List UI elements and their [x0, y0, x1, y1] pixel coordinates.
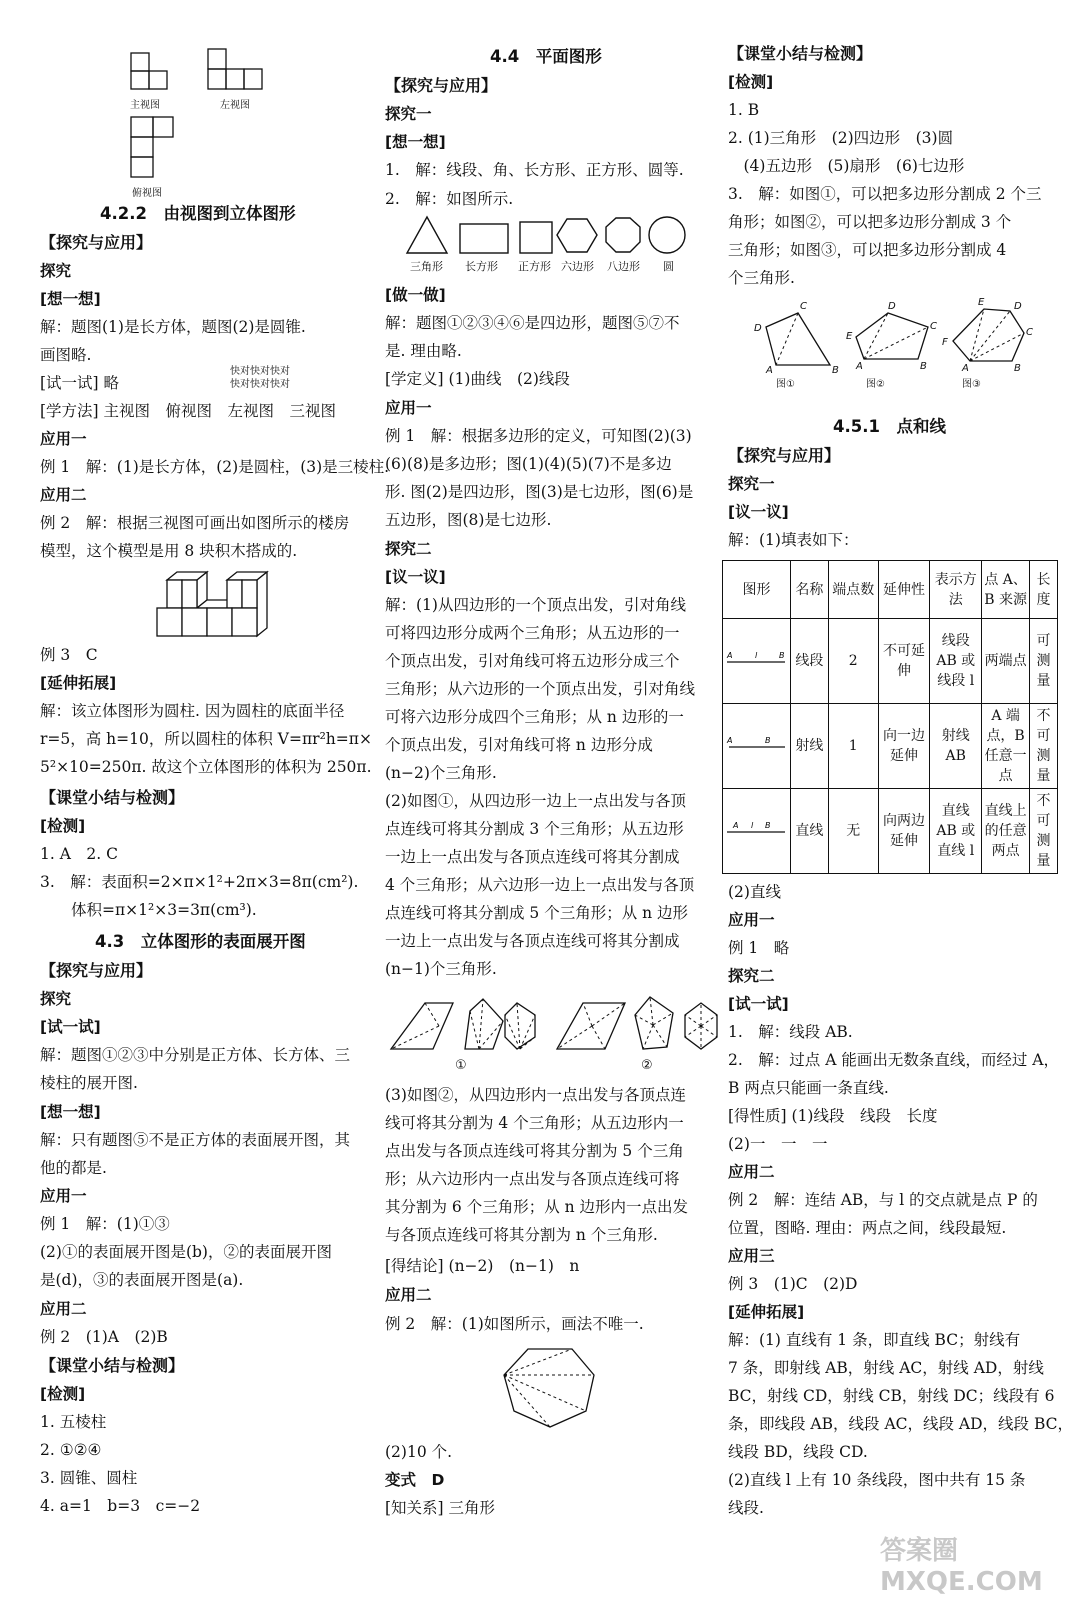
text-line: (n−1)个三角形.: [385, 960, 497, 978]
plane-shapes-figure: [405, 215, 695, 260]
text-line: 探究一: [385, 105, 432, 123]
text-line: [想一想]: [40, 1103, 101, 1121]
svg-text:A: A: [856, 361, 863, 372]
text-line: 个顶点出发，引对角线可将五边形分成三个: [385, 652, 680, 670]
text-line: [检测]: [40, 817, 86, 835]
section-title-4-5-1: 4.5.1 点和线: [833, 417, 946, 436]
table-header: 端点数: [828, 561, 878, 619]
text-line: 三角形；从六边形的一个顶点出发，引对角线: [385, 680, 696, 698]
text-line: 应用一: [728, 911, 775, 929]
svg-text:B: B: [920, 361, 927, 372]
table-cell: 不可测量: [1030, 704, 1058, 789]
text-line: [延伸拓展]: [40, 674, 117, 692]
table-cell: 射线: [790, 704, 828, 789]
table-header: 图形: [723, 561, 791, 619]
svg-text:A: A: [962, 363, 969, 374]
shape-label: 三角形: [410, 260, 443, 273]
text-line: 【探究与应用】: [40, 233, 153, 252]
table-header: 名称: [790, 561, 828, 619]
text-line: 例 3 (1)C (2)D: [728, 1275, 858, 1293]
table-header: 表示方法: [930, 561, 982, 619]
fig-caption: 图③: [962, 379, 981, 390]
table-cell: 直线上的任意两点: [982, 789, 1030, 874]
text-line: (n−2)个三角形.: [385, 764, 497, 782]
shape-label: 六边形: [561, 260, 594, 273]
svg-text:A: A: [727, 736, 733, 745]
table-row: [723, 619, 1058, 704]
line-comparison-table: [722, 560, 1058, 874]
text-line: 解：该立体图形为圆柱. 因为圆柱的底面半径: [40, 702, 345, 720]
text-line: 应用一: [40, 430, 87, 448]
table-cell: 2: [828, 619, 878, 704]
svg-text:A: A: [733, 821, 739, 830]
table-row: [723, 704, 1058, 789]
svg-text:l: l: [751, 821, 754, 830]
text-line: 变式 D: [385, 1471, 445, 1489]
table-cell: 线段 AB 或线段 l: [930, 619, 982, 704]
section-title-4-4: 4.4 平面图形: [490, 47, 602, 66]
shape-label: 长方形: [465, 260, 498, 273]
fig-caption: 图①: [776, 379, 795, 390]
text-line: (2)如图①，从四边形一边上一点出发与各顶: [385, 792, 686, 810]
svg-text:C: C: [800, 301, 807, 312]
text-line: 【探究与应用】: [40, 961, 153, 980]
text-line: 例 1 解：根据多边形的定义，可知图(2)(3): [385, 427, 692, 445]
text-line: (2)直线 l 上有 10 条线段，图中共有 15 条: [728, 1471, 1026, 1489]
text-line: (2)一 一 一: [728, 1135, 828, 1153]
text-line: 【课堂小结与检测】: [40, 1356, 185, 1375]
text-line: B 两点只能画一条直线.: [728, 1079, 889, 1097]
line-diagram: [725, 818, 787, 838]
text-line: (2)①的表面展开图是(b)，②的表面展开图: [40, 1243, 332, 1261]
text-line: [试一试] 略: [40, 374, 120, 392]
table-cell: 线段: [790, 619, 828, 704]
text-line: 【课堂小结与检测】: [728, 44, 873, 63]
text-line: 是. 理由略.: [385, 342, 462, 360]
table-cell: 直线: [790, 789, 828, 874]
svg-text:C: C: [930, 321, 937, 332]
text-line: 应用二: [728, 1163, 775, 1181]
text-line: [检测]: [728, 73, 774, 91]
text-line: 例 1 解：(1)是长方体，(2)是圆柱，(3)是三棱柱.: [40, 458, 390, 476]
text-line: 五边形，图(8)是七边形.: [385, 511, 552, 529]
text-line: 解：只有题图⑤不是正方体的表面展开图，其: [40, 1131, 351, 1149]
table-cell: 不可测量: [1030, 789, 1058, 874]
text-line: 点连线可将其分割成 5 个三角形；从 n 边形: [385, 904, 689, 922]
watermark: 答案圈 MXQE.COM: [880, 1536, 1043, 1597]
table-cell: 向两边延伸: [878, 789, 930, 874]
ray-diagram: [725, 733, 787, 753]
section-title-4-2-2: 4.2.2 由视图到立体图形: [100, 204, 296, 223]
fig-mark: ②: [641, 1058, 653, 1073]
text-line: 解：(1)从四边形的一个顶点出发，引对角线: [385, 596, 686, 614]
text-line: 棱柱的展开图.: [40, 1074, 138, 1092]
text-line: 三角形；如图③，可以把多边形分割成 4: [728, 241, 1007, 259]
text-line: 应用二: [40, 486, 87, 504]
text-line: 例 2 解：(1)如图所示，画法不唯一.: [385, 1315, 644, 1333]
text-line: 个三角形.: [728, 269, 795, 287]
text-line: [延伸拓展]: [728, 1303, 805, 1321]
svg-text:B: B: [765, 821, 771, 830]
text-line: (3)如图②，从四边形内一点出发与各顶点连: [385, 1086, 686, 1104]
text-line: 应用三: [728, 1247, 775, 1265]
text-line: [议一议]: [728, 503, 789, 521]
text-line: 例 2 解：根据三视图可画出如图所示的楼房: [40, 514, 350, 532]
shape-label: 圆: [663, 260, 674, 273]
svg-text:A: A: [727, 651, 733, 660]
text-line: (4)五边形 (5)扇形 (6)七边形: [728, 157, 965, 175]
svg-text:E: E: [978, 297, 985, 308]
text-line: [试一试]: [40, 1018, 101, 1036]
text-line: 例 2 解：连结 AB，与 l 的交点就是点 P 的: [728, 1191, 1038, 1209]
text-line: 画图略.: [40, 346, 92, 364]
text-line: 其分割为 6 个三角形；从 n 边形内一点出发: [385, 1198, 689, 1216]
text-line: 一边上一点出发与各顶点连线可将其分割成: [385, 932, 680, 950]
text-line: 应用二: [385, 1286, 432, 1304]
text-line: 模型，这个模型是用 8 块积木搭成的.: [40, 542, 298, 560]
text-line: 探究: [40, 262, 72, 280]
text-line: 位置，图略. 理由：两点之间，线段最短.: [728, 1219, 1007, 1237]
block-building-figure: [155, 570, 285, 645]
heptagon-figure: [500, 1345, 600, 1430]
table-header: 长度: [1030, 561, 1058, 619]
table-cell: 射线 AB: [930, 704, 982, 789]
fig-mark: ①: [455, 1058, 467, 1073]
text-line: [议一议]: [385, 568, 446, 586]
text-line: [学定义] (1)曲线 (2)线段: [385, 370, 570, 388]
text-line: 2. 解：如图所示.: [385, 190, 514, 208]
text-line: 角形；如图②，可以把多边形分割成 3 个: [728, 213, 1012, 231]
text-line: 应用一: [385, 399, 432, 417]
ray-figure-cell: [723, 704, 791, 789]
text-line: 解：(1)填表如下：: [728, 531, 859, 549]
text-line: 1. A 2. C: [40, 845, 118, 863]
text-line: 与各顶点连线可将其分割为 n 个三角形.: [385, 1226, 658, 1244]
text-line: 可将四边形分成两个三角形；从五边形的一: [385, 624, 680, 642]
table-cell: 1: [828, 704, 878, 789]
text-line: 条，即线段 AB，线段 AC，线段 AD，线段 BC，: [728, 1415, 1074, 1433]
text-line: 一边上一点出发与各顶点连线可将其分割成: [385, 848, 680, 866]
svg-text:l: l: [755, 651, 758, 660]
text-line: 探究: [40, 990, 72, 1008]
polygon-division-figure: [385, 993, 720, 1058]
text-line: [得性质] (1)线段 线段 长度: [728, 1107, 938, 1125]
svg-text:D: D: [888, 301, 896, 312]
text-line: 探究二: [385, 540, 432, 558]
text-line: [知关系] 三角形: [385, 1499, 496, 1517]
text-line: 4 个三角形；从六边形一边上一点出发与各顶: [385, 876, 695, 894]
text-line: 点出发与各顶点连线可将其分割为 5 个三角: [385, 1142, 684, 1160]
svg-text:B: B: [779, 651, 785, 660]
text-line: [试一试]: [728, 995, 789, 1013]
fig-label-left: 左视图: [220, 100, 250, 111]
text-line: 5²×10=250π. 故这个立体图形的体积为 250π.: [40, 758, 372, 776]
table-cell: 无: [828, 789, 878, 874]
table-cell: 向一边延伸: [878, 704, 930, 789]
text-line: 解：题图①②③④⑥是四边形，题图⑤⑦不: [385, 314, 680, 332]
table-header: 延伸性: [878, 561, 930, 619]
text-line: 1. 解：线段 AB.: [728, 1023, 853, 1041]
text-line: 解：题图①②③中分别是正方体、长方体、三: [40, 1046, 351, 1064]
table-cell: 两端点: [982, 619, 1030, 704]
svg-text:F: F: [942, 337, 948, 348]
text-line: [学方法] 主视图 俯视图 左视图 三视图: [40, 402, 337, 420]
fig-label-top: 俯视图: [132, 188, 162, 199]
table-header: 点 A、B 来源: [982, 561, 1030, 619]
text-line: 例 1 解：(1)①③: [40, 1215, 170, 1233]
text-line: (2)直线: [728, 883, 781, 901]
text-line: 点连线可将其分割成 3 个三角形；从五边形: [385, 820, 684, 838]
text-line: [得结论] (n−2) (n−1) n: [385, 1257, 580, 1275]
small-note: 快对快对快对: [230, 366, 290, 377]
text-line: 例 2 (1)A (2)B: [40, 1328, 168, 1346]
text-line: 解：(1) 直线有 1 条，即直线 BC；射线有: [728, 1331, 1021, 1349]
text-line: 2. 解：过点 A 能画出无数条直线，而经过 A，: [728, 1051, 1059, 1069]
line-figure-cell: [723, 789, 791, 874]
text-line: 形. 图(2)是四边形，图(3)是七边形，图(6)是: [385, 483, 694, 501]
three-view-figure: [130, 45, 290, 195]
text-line: 3. 圆锥、圆柱: [40, 1469, 138, 1487]
svg-text:B: B: [765, 736, 771, 745]
text-line: 可将六边形分成四个三角形；从 n 边形的一: [385, 708, 684, 726]
svg-text:E: E: [846, 331, 853, 342]
svg-text:B: B: [832, 365, 839, 376]
segment-figure-cell: [723, 619, 791, 704]
table-cell: A 端点，B 任意一点: [982, 704, 1030, 789]
table-cell: 可测量: [1030, 619, 1058, 704]
text-line: [做一做]: [385, 286, 446, 304]
text-line: (6)(8)是多边形；图(1)(4)(5)(7)不是多边: [385, 455, 672, 473]
text-line: r=5，高 h=10，所以圆柱的体积 V=πr²h=π×: [40, 730, 372, 748]
text-line: 7 条，即射线 AB，射线 AC，射线 AD，射线: [728, 1359, 1044, 1377]
text-line: 线可将其分割为 4 个三角形；从五边形内一: [385, 1114, 684, 1132]
text-line: 探究一: [728, 475, 775, 493]
text-line: BC，射线 CD，射线 CB，射线 DC；线段有 6: [728, 1387, 1055, 1405]
text-line: 解：题图(1)是长方体，题图(2)是圆锥.: [40, 318, 306, 336]
table-header-row: [723, 561, 1058, 619]
text-line: [想一想]: [385, 133, 446, 151]
text-line: 他的都是.: [40, 1159, 107, 1177]
segment-diagram: [725, 648, 787, 668]
text-line: 2. ①②④: [40, 1441, 102, 1459]
text-line: [想一想]: [40, 290, 101, 308]
text-line: 应用二: [40, 1300, 87, 1318]
text-line: 3. 解：表面积=2×π×1²+2π×3=8π(cm²).: [40, 873, 359, 891]
text-line: [检测]: [40, 1385, 86, 1403]
shape-label: 正方形: [518, 260, 551, 273]
text-line: 【探究与应用】: [728, 446, 841, 465]
text-line: 探究二: [728, 967, 775, 985]
text-line: 是(d)，③的表面展开图是(a).: [40, 1271, 244, 1289]
polygon-split-figures: [748, 295, 1048, 375]
svg-text:C: C: [1026, 327, 1033, 338]
text-line: (2)10 个.: [385, 1443, 453, 1461]
text-line: 1. B: [728, 101, 760, 119]
fig-label-front: 主视图: [130, 100, 160, 111]
text-line: 应用一: [40, 1187, 87, 1205]
svg-text:B: B: [1014, 363, 1021, 374]
fig-caption: 图②: [866, 379, 885, 390]
text-line: 线段 BD，线段 CD.: [728, 1443, 868, 1461]
section-title-4-3: 4.3 立体图形的表面展开图: [95, 932, 306, 951]
text-line: 【课堂小结与检测】: [40, 788, 185, 807]
small-note: 快对快对快对: [230, 379, 290, 390]
table-cell: 直线 AB 或直线 l: [930, 789, 982, 874]
svg-text:D: D: [1014, 301, 1022, 312]
text-line: 例 3 C: [40, 646, 98, 664]
text-line: 1. 五棱柱: [40, 1413, 107, 1431]
text-line: 形；从六边形内一点出发与各顶点连线可将: [385, 1170, 680, 1188]
text-line: 线段.: [728, 1499, 764, 1517]
shape-label: 八边形: [607, 260, 640, 273]
table-cell: 不可延伸: [878, 619, 930, 704]
svg-text:A: A: [766, 365, 773, 376]
text-line: 个顶点出发，引对角线可将 n 边形分成: [385, 736, 653, 754]
text-line: 3. 解：如图①，可以把多边形分割成 2 个三: [728, 185, 1042, 203]
text-line: 2. (1)三角形 (2)四边形 (3)圆: [728, 129, 954, 147]
text-line: 例 1 略: [728, 939, 790, 957]
text-line: 【探究与应用】: [385, 76, 498, 95]
text-line: 4. a=1 b=3 c=−2: [40, 1497, 201, 1515]
text-line: 1. 解：线段、角、长方形、正方形、圆等.: [385, 161, 684, 179]
svg-text:D: D: [754, 323, 762, 334]
table-row: [723, 789, 1058, 874]
text-line: 体积=π×1²×3=3π(cm³).: [40, 901, 257, 919]
